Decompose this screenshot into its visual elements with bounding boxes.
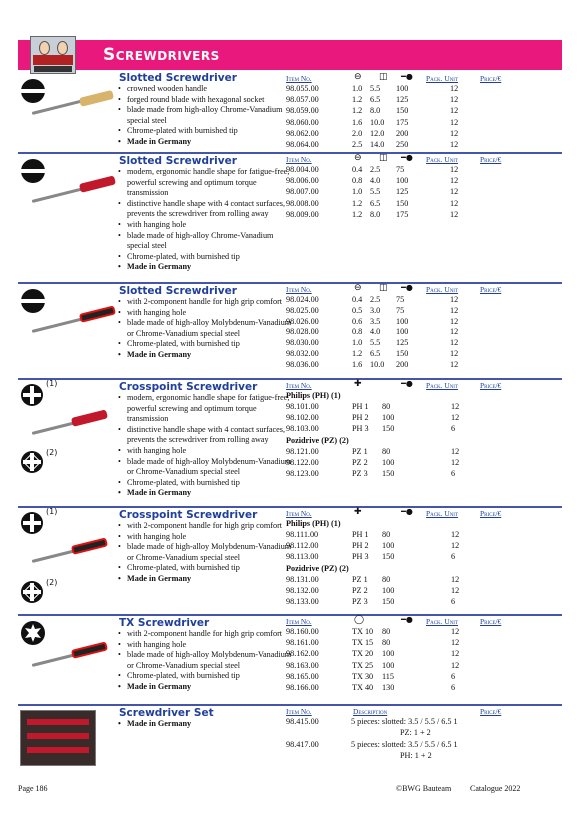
tip-size: TX 30 [352, 671, 374, 681]
tip-size: PZ 1 [352, 447, 368, 456]
feature: • blade made of high-alloy Molybdenum-Vanadium or Chrome-Vanadium special steel [118, 650, 293, 671]
feature: • crowned wooden handle [118, 84, 293, 95]
feature: • with hanging hole [118, 640, 293, 651]
item-no-header: Item No. [286, 509, 312, 518]
item-no-header: Item No. [286, 74, 312, 83]
item-no-header: Item No. [286, 707, 312, 716]
feature: • with hanging hole [118, 220, 293, 231]
blade-length-icon: ━● [401, 153, 413, 162]
tip-size: PH 1 [352, 402, 369, 411]
product-title: Crosspoint Screwdriver [119, 381, 258, 393]
pack-unit: 12 [450, 165, 459, 174]
logo-band [33, 55, 73, 65]
pack-unit: 12 [450, 117, 459, 127]
item-number: 98.036.00 [286, 359, 319, 369]
blade-width-icon: ◫ [379, 72, 388, 82]
price-header: Price/€ [480, 707, 502, 716]
item-number: 98.122.00 [286, 458, 319, 468]
blade-length: 150 [396, 106, 409, 116]
blade-length: 80 [382, 575, 391, 584]
group-label: Philips (PH) (1) [286, 519, 341, 528]
blade-length: 100 [382, 649, 395, 659]
item-number: 98.004.00 [286, 165, 319, 174]
screwdriver-set-image [20, 710, 96, 766]
product-title: Slotted Screwdriver [119, 72, 237, 84]
set-description: 5 pieces: slotted: 3.5 / 5.5 / 6.5 1 [351, 740, 458, 749]
pack-unit: 12 [451, 586, 460, 596]
phillips-tip-icon [20, 511, 44, 535]
item-no-header: Item No. [286, 285, 312, 294]
blade-length: 115 [382, 671, 394, 681]
item-number: 98.032.00 [286, 349, 319, 358]
tip-size: PH 3 [352, 424, 369, 434]
item-number: 98.028.00 [286, 327, 319, 337]
blade-thickness: 1.2 [352, 198, 363, 208]
tip-size: PH 2 [352, 413, 369, 423]
tip-size: PZ 3 [352, 597, 368, 607]
blade-length: 100 [396, 327, 409, 337]
blade-length: 125 [396, 338, 409, 348]
tip-size: PH 2 [352, 541, 369, 551]
blade-width: 14.0 [370, 140, 385, 149]
blade-length: 150 [396, 349, 409, 358]
pack-unit: 12 [450, 140, 459, 149]
blade-length: 150 [382, 552, 395, 562]
blade-length: 75 [396, 165, 405, 174]
feature-list [118, 719, 293, 730]
price-header: Price/€ [480, 74, 502, 83]
cross-tip-icon: ✚ [354, 507, 362, 517]
blade-length-icon: ━● [401, 72, 413, 81]
blade-length: 100 [396, 316, 409, 326]
blade-length: 150 [396, 198, 409, 208]
group-label: Pozidrive (PZ) (2) [286, 436, 349, 445]
torx-size-icon: ◯ [354, 615, 365, 625]
ph-marker: (1) [46, 379, 58, 388]
pack-unit: 12 [450, 338, 459, 348]
blade-width: 3.0 [370, 305, 381, 315]
item-number: 98.103.00 [286, 424, 319, 434]
tip-size: TX 25 [352, 660, 374, 670]
set-handle-row [27, 719, 89, 725]
feature-list [118, 521, 293, 585]
item-number: 98.060.00 [286, 117, 319, 127]
feature: • distinctive handle shape with 4 contact surfaces, prevents the screwdriver from rolling away [118, 425, 293, 446]
item-no-header: Item No. [286, 381, 312, 390]
feature-list [118, 167, 293, 273]
wooden-handle [79, 90, 114, 107]
blade-length: 80 [382, 447, 391, 456]
feature: • modern, ergonomic handle shape for fatigue-free, powerful screwing and optimum torque transmission [118, 393, 293, 425]
feature-list [118, 297, 293, 361]
section-divider [18, 282, 562, 284]
section-divider [18, 704, 562, 706]
item-number: 98.009.00 [286, 209, 319, 219]
blade-thickness-icon: ⊖ [354, 153, 362, 163]
pack-unit: 12 [450, 187, 459, 197]
pack-unit: 6 [451, 469, 456, 479]
blade-width: 4.0 [370, 327, 381, 337]
product-title: Crosspoint Screwdriver [119, 509, 258, 521]
feature: • Chrome-plated, with burnished tip [118, 563, 293, 574]
feature: • with hanging hole [118, 308, 293, 319]
item-number: 98.131.00 [286, 575, 319, 584]
blade-width-icon: ◫ [379, 153, 388, 163]
blade-length: 100 [382, 458, 395, 468]
section-divider [18, 614, 562, 616]
slotted-tip-icon [20, 158, 46, 184]
item-number: 98.030.00 [286, 338, 319, 348]
description-header: Description [353, 707, 388, 716]
blade-length-icon: ━● [401, 615, 413, 624]
feature-list [118, 393, 293, 499]
pack-unit-header: Pack. Unit [426, 155, 459, 164]
cross-tip-icon: ✚ [354, 379, 362, 389]
feature: • Made in Germany [118, 719, 293, 730]
logo-figure-right [57, 41, 68, 55]
blade-length: 150 [382, 469, 395, 479]
pack-unit: 12 [451, 627, 460, 636]
blade-thickness: 1.2 [352, 209, 363, 219]
blade-width: 2.5 [370, 295, 381, 304]
torx-tip-icon [20, 620, 46, 646]
price-header: Price/€ [480, 617, 502, 626]
set-description-line2: PH: 1 + 2 [400, 751, 432, 760]
blade-length: 80 [382, 530, 391, 539]
blade-width: 6.5 [370, 349, 381, 358]
phillips-tip-icon [20, 383, 44, 407]
pack-unit: 12 [451, 413, 460, 423]
pack-unit: 12 [451, 530, 460, 539]
feature: • blade made of high-alloy Molybdenum-Vanadium or Chrome-Vanadium special steel [118, 542, 293, 563]
item-number: 98.064.00 [286, 140, 319, 149]
blade-length: 250 [396, 140, 409, 149]
feature: • Made in Germany [118, 262, 293, 273]
blade-length: 200 [396, 128, 409, 138]
item-number: 98.112.00 [286, 541, 319, 551]
blade-thickness: 1.0 [352, 338, 363, 348]
item-number: 98.160.00 [286, 627, 319, 636]
black-red-handle [71, 641, 108, 658]
set-handle-row [27, 733, 89, 739]
item-number: 98.025.00 [286, 305, 319, 315]
item-number: 98.415.00 [286, 717, 319, 726]
section-divider [18, 152, 562, 154]
feature: • with hanging hole [118, 446, 293, 457]
pack-unit: 12 [450, 198, 459, 208]
item-number: 98.162.00 [286, 649, 319, 659]
pack-unit: 6 [451, 597, 456, 607]
page-title: Screwdrivers [103, 45, 220, 65]
feature: • Chrome-plated, with burnished tip [118, 339, 293, 350]
pack-unit: 12 [450, 295, 459, 304]
item-number: 98.062.00 [286, 128, 319, 138]
blade-thickness-icon: ⊖ [354, 283, 362, 293]
page-number: Page 186 [18, 784, 48, 793]
blade-length: 100 [382, 660, 395, 670]
item-number: 98.123.00 [286, 469, 319, 479]
section-divider [18, 506, 562, 508]
feature: • blade made from high-alloy Chrome-Vanadium special steel [118, 105, 293, 126]
blade-length: 80 [382, 402, 391, 411]
pozidrive-tip-icon [20, 450, 44, 474]
item-number: 98.417.00 [286, 740, 319, 749]
blade-length: 125 [396, 187, 409, 197]
blade-thickness: 0.5 [352, 305, 363, 315]
blade-length: 75 [396, 305, 405, 315]
blade-length: 100 [382, 413, 395, 423]
blade-thickness: 0.4 [352, 165, 363, 174]
tip-size: PZ 2 [352, 586, 368, 596]
feature: • with 2-component handle for high grip comfort [118, 297, 293, 308]
blade-width: 8.0 [370, 209, 381, 219]
item-number: 98.111.00 [286, 530, 319, 539]
blade-thickness: 1.6 [352, 359, 363, 369]
blade-width: 2.5 [370, 165, 381, 174]
blade-width: 4.0 [370, 176, 381, 186]
set-handle-row [27, 747, 89, 753]
feature: • with 2-component handle for high grip comfort [118, 629, 293, 640]
pack-unit-header: Pack. Unit [426, 617, 459, 626]
pack-unit: 12 [451, 447, 460, 456]
pack-unit: 12 [450, 316, 459, 326]
tip-size: PZ 3 [352, 469, 368, 479]
logo-figure-left [39, 41, 50, 55]
blade-width: 12.0 [370, 128, 385, 138]
feature: • modern, ergonomic handle shape for fatigue-free, powerful screwing and optimum torque transmission [118, 167, 293, 199]
blade-thickness: 1.2 [352, 349, 363, 358]
blade-width-icon: ◫ [379, 283, 388, 293]
blade-width: 10.0 [370, 117, 385, 127]
catalogue-label: Catalogue 2022 [470, 784, 521, 793]
blade-length: 100 [382, 541, 395, 551]
product-title: Slotted Screwdriver [119, 155, 237, 167]
blade-length: 125 [396, 95, 409, 105]
pack-unit-header: Pack. Unit [426, 74, 459, 83]
feature: • Chrome-plated, with burnished tip [118, 252, 293, 263]
pack-unit: 12 [451, 402, 460, 411]
red-handle [79, 175, 116, 192]
price-header: Price/€ [480, 381, 502, 390]
pack-unit: 12 [450, 327, 459, 337]
blade-length: 175 [396, 209, 409, 219]
feature: • Chrome-plated with burnished tip [118, 126, 293, 137]
feature: • Made in Germany [118, 682, 293, 693]
blade-length: 100 [396, 176, 409, 186]
item-number: 98.161.00 [286, 638, 319, 648]
item-number: 98.101.00 [286, 402, 319, 411]
blade-length-icon: ━● [401, 379, 413, 388]
pozidrive-tip-icon [20, 580, 44, 604]
item-number: 98.132.00 [286, 586, 319, 596]
ph-marker: (1) [46, 507, 58, 516]
tip-size: PZ 2 [352, 458, 368, 468]
item-no-header: Item No. [286, 617, 312, 626]
pack-unit: 12 [450, 209, 459, 219]
red-handle [71, 409, 108, 426]
pz-marker: (2) [46, 578, 58, 587]
item-number: 98.113.00 [286, 552, 319, 562]
set-description: 5 pieces: slotted: 3.5 / 5.5 / 6.5 1 [351, 717, 458, 726]
blade-thickness: 1.6 [352, 117, 363, 127]
item-number: 98.133.00 [286, 597, 319, 607]
feature: • Made in Germany [118, 574, 293, 585]
tip-size: TX 15 [352, 638, 374, 648]
product-title: TX Screwdriver [119, 617, 210, 629]
item-number: 98.006.00 [286, 176, 319, 186]
blade-thickness: 0.8 [352, 176, 363, 186]
pack-unit: 12 [451, 541, 460, 551]
item-number: 98.024.00 [286, 295, 319, 304]
pack-unit: 6 [451, 683, 456, 692]
pack-unit: 12 [450, 95, 459, 105]
feature: • Chrome-plated, with burnished tip [118, 671, 293, 682]
price-header: Price/€ [480, 285, 502, 294]
pack-unit: 12 [450, 106, 459, 116]
header-banner [18, 40, 562, 70]
group-label: Philips (PH) (1) [286, 391, 341, 400]
blade-thickness-icon: ⊖ [354, 72, 362, 82]
pack-unit: 12 [450, 305, 459, 315]
pack-unit: 6 [451, 671, 456, 681]
pack-unit: 6 [451, 552, 456, 562]
pack-unit: 12 [450, 359, 459, 369]
product-title: Screwdriver Set [119, 707, 214, 719]
set-description-line2: PZ: 1 + 2 [400, 728, 431, 737]
tip-size: TX 10 [352, 627, 374, 636]
tip-size: PZ 1 [352, 575, 368, 584]
price-header: Price/€ [480, 155, 502, 164]
blade-thickness: 0.8 [352, 327, 363, 337]
group-label: Pozidrive (PZ) (2) [286, 564, 349, 573]
pack-unit-header: Pack. Unit [426, 509, 459, 518]
tip-size: PH 1 [352, 530, 369, 539]
blade-thickness: 2.5 [352, 140, 363, 149]
feature: • with hanging hole [118, 532, 293, 543]
pz-marker: (2) [46, 448, 58, 457]
item-number: 98.059.00 [286, 106, 319, 116]
item-no-header: Item No. [286, 155, 312, 164]
blade-width: 10.0 [370, 359, 385, 369]
blade-thickness: 0.4 [352, 295, 363, 304]
blade-thickness: 1.0 [352, 84, 363, 93]
price-header: Price/€ [480, 509, 502, 518]
blade-length: 150 [382, 597, 395, 607]
brand-logo [30, 36, 76, 74]
blade-length: 75 [396, 295, 405, 304]
blade-thickness: 0.6 [352, 316, 363, 326]
blade-width: 5.5 [370, 338, 381, 348]
blade-length: 100 [382, 586, 395, 596]
pack-unit-header: Pack. Unit [426, 285, 459, 294]
blade-thickness: 1.2 [352, 95, 363, 105]
copyright: ©BWG Bauteam [396, 784, 452, 793]
feature: • blade made of high-alloy Chrome-Vanadium special steel [118, 231, 293, 252]
blade-length: 80 [382, 638, 391, 648]
feature: • with 2-component handle for high grip comfort [118, 521, 293, 532]
feature: • distinctive handle shape with 4 contact surfaces, prevents the screwdriver from rolling away [118, 199, 293, 220]
slotted-tip-icon [20, 288, 46, 314]
section-divider [18, 378, 562, 380]
item-number: 98.008.00 [286, 198, 319, 208]
blade-length-icon: ━● [401, 507, 413, 516]
blade-thickness: 1.0 [352, 187, 363, 197]
product-title: Slotted Screwdriver [119, 285, 237, 297]
blade-length: 175 [396, 117, 409, 127]
item-number: 98.121.00 [286, 447, 319, 456]
feature: • Made in Germany [118, 488, 293, 499]
pack-unit-header: Pack. Unit [426, 381, 459, 390]
blade-width: 5.5 [370, 187, 381, 197]
blade-thickness: 1.2 [352, 106, 363, 116]
pack-unit: 12 [450, 84, 459, 93]
black-red-handle [79, 305, 116, 322]
item-number: 98.007.00 [286, 187, 319, 197]
pack-unit: 12 [450, 176, 459, 186]
blade-length: 200 [396, 359, 409, 369]
blade-thickness: 2.0 [352, 128, 363, 138]
blade-length: 80 [382, 627, 391, 636]
blade-length: 150 [382, 424, 395, 434]
blade-length: 100 [396, 84, 409, 93]
blade-length-icon: ━● [401, 283, 413, 292]
feature: • Chrome-plated, with burnished tip [118, 478, 293, 489]
pack-unit: 12 [451, 458, 460, 468]
feature: • Made in Germany [118, 137, 293, 148]
pack-unit: 12 [450, 349, 459, 358]
item-number: 98.165.00 [286, 671, 319, 681]
slotted-tip-icon [20, 78, 46, 104]
pack-unit: 12 [451, 575, 460, 584]
pack-unit: 12 [451, 638, 460, 648]
blade-width: 3.5 [370, 316, 381, 326]
item-number: 98.102.00 [286, 413, 319, 423]
item-number: 98.163.00 [286, 660, 319, 670]
black-red-handle [71, 537, 108, 554]
blade-length: 130 [382, 683, 395, 692]
tip-size: PH 3 [352, 552, 369, 562]
pack-unit: 12 [451, 660, 460, 670]
blade-width: 5.5 [370, 84, 381, 93]
item-number: 98.057.00 [286, 95, 319, 105]
pack-unit: 6 [451, 424, 456, 434]
pack-unit: 12 [450, 128, 459, 138]
item-number: 98.055.00 [286, 84, 319, 93]
feature: • forged round blade with hexagonal socket [118, 95, 293, 106]
pack-unit: 12 [451, 649, 460, 659]
tip-size: TX 40 [352, 683, 374, 692]
feature: • Made in Germany [118, 350, 293, 361]
blade-width: 8.0 [370, 106, 381, 116]
feature-list [118, 84, 293, 148]
item-number: 98.026.00 [286, 316, 319, 326]
blade-width: 6.5 [370, 95, 381, 105]
blade-width: 6.5 [370, 198, 381, 208]
item-number: 98.166.00 [286, 683, 319, 692]
feature: • blade made of high-alloy Molybdenum-Vanadium or Chrome-Vanadium special steel [118, 318, 293, 339]
feature-list [118, 629, 293, 693]
tip-size: TX 20 [352, 649, 374, 659]
feature: • blade made of high-alloy Molybdenum-Vanadium or Chrome-Vanadium special steel [118, 457, 293, 478]
